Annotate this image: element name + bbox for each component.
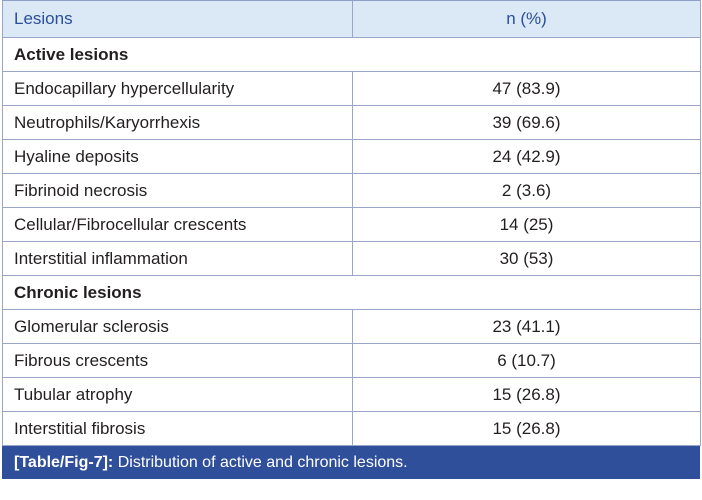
lesions-table-figure bbox=[2, 0, 700, 479]
caption-text: Distribution of active and chronic lesions. bbox=[117, 454, 408, 471]
table-row bbox=[3, 174, 701, 208]
lesion-value: 15 (26.8) bbox=[353, 412, 701, 446]
caption-ref: [Table/Fig-7]: bbox=[14, 454, 114, 471]
lesion-label: Glomerular sclerosis bbox=[3, 310, 353, 344]
lesion-value: 15 (26.8) bbox=[353, 378, 701, 412]
table-caption bbox=[2, 446, 700, 479]
section-title: Chronic lesions bbox=[3, 276, 701, 310]
table-row bbox=[3, 208, 701, 242]
section-title: Active lesions bbox=[3, 38, 701, 72]
lesion-label: Fibrinoid necrosis bbox=[3, 174, 353, 208]
header-lesions: Lesions bbox=[3, 1, 353, 38]
lesion-label: Hyaline deposits bbox=[3, 140, 353, 174]
lesion-label: Interstitial fibrosis bbox=[3, 412, 353, 446]
table-row bbox=[3, 378, 701, 412]
lesion-value: 14 (25) bbox=[353, 208, 701, 242]
lesion-label: Tubular atrophy bbox=[3, 378, 353, 412]
table-header-row bbox=[3, 1, 701, 38]
table-row bbox=[3, 72, 701, 106]
section-row-chronic bbox=[3, 276, 701, 310]
lesion-label: Cellular/Fibrocellular crescents bbox=[3, 208, 353, 242]
table-row bbox=[3, 106, 701, 140]
section-row-active bbox=[3, 38, 701, 72]
lesion-value: 23 (41.1) bbox=[353, 310, 701, 344]
lesions-table bbox=[2, 0, 701, 446]
lesion-value: 47 (83.9) bbox=[353, 72, 701, 106]
lesion-value: 2 (3.6) bbox=[353, 174, 701, 208]
lesion-value: 30 (53) bbox=[353, 242, 701, 276]
table-row bbox=[3, 310, 701, 344]
table-row bbox=[3, 140, 701, 174]
lesion-value: 24 (42.9) bbox=[353, 140, 701, 174]
lesion-label: Endocapillary hypercellularity bbox=[3, 72, 353, 106]
table-row bbox=[3, 344, 701, 378]
lesion-value: 39 (69.6) bbox=[353, 106, 701, 140]
lesion-label: Fibrous crescents bbox=[3, 344, 353, 378]
lesion-value: 6 (10.7) bbox=[353, 344, 701, 378]
table-row bbox=[3, 242, 701, 276]
header-n-percent: n (%) bbox=[353, 1, 701, 38]
lesion-label: Neutrophils/Karyorrhexis bbox=[3, 106, 353, 140]
table-row bbox=[3, 412, 701, 446]
lesion-label: Interstitial inflammation bbox=[3, 242, 353, 276]
